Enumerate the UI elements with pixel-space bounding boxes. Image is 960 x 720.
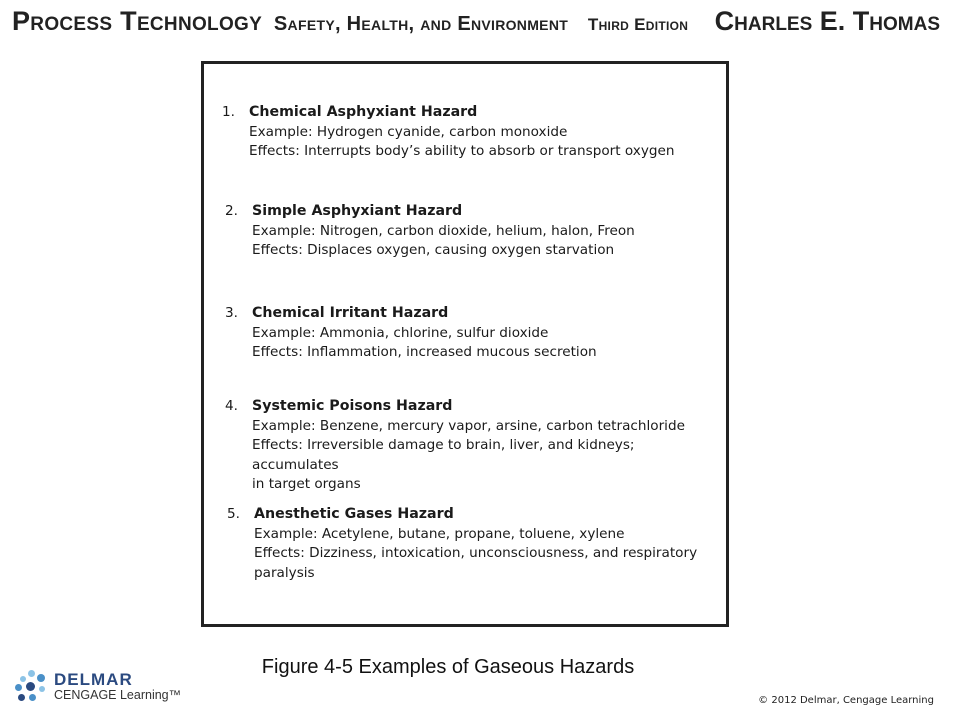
book-title-sub: Safety, Health, and Environment	[273, 13, 569, 35]
hazard-number: 3.	[225, 305, 238, 321]
figure-box	[201, 61, 729, 627]
book-edition: Third Edition	[587, 15, 689, 34]
publisher-tagline	[54, 688, 181, 702]
hazard-effects-continued: in target organs	[252, 476, 361, 492]
hazard-name: Simple Asphyxiant Hazard	[252, 203, 463, 219]
publisher-name: DELMAR	[54, 670, 133, 689]
copyright-notice: © 2012 Delmar, Cengage Learning	[758, 695, 934, 706]
hazard-effects: Effects: Irreversible damage to brain, liver, and kidneys; accumulates	[252, 437, 635, 473]
hazard-number: 5.	[227, 506, 240, 522]
hazard-effects: Effects: Interrupts body’s ability to absorb or transport oxygen	[249, 143, 675, 159]
hazard-example: Example: Nitrogen, carbon dioxide, helium, halon, Freon	[252, 222, 635, 239]
hazard-example: Example: Acetylene, butane, propane, toluene, xylene	[254, 525, 625, 542]
hazard-example: Example: Ammonia, chlorine, sulfur dioxide	[252, 324, 549, 341]
book-title-main: Process Technology	[12, 6, 263, 36]
hazard-number: 1.	[222, 104, 235, 120]
publisher-tagline-text: CENGAGE Learning	[54, 688, 169, 702]
publisher-logo	[14, 668, 184, 708]
delmar-logo-icon	[14, 670, 50, 704]
hazard-effects: Effects: Displaces oxygen, causing oxygen starvation	[252, 242, 615, 258]
figure-caption: Figure 4-5 Examples of Gaseous Hazards	[261, 656, 635, 678]
hazard-item	[225, 397, 720, 495]
hazard-effects: Effects: Inflammation, increased mucous secretion	[252, 344, 597, 360]
hazard-name: Systemic Poisons Hazard	[252, 398, 453, 414]
hazard-number: 2.	[225, 203, 238, 219]
hazard-name: Chemical Irritant Hazard	[252, 305, 449, 321]
slide-header	[0, 0, 960, 40]
trademark-symbol: ™	[168, 688, 182, 702]
hazard-item	[227, 505, 722, 583]
hazard-item	[225, 304, 720, 363]
hazard-example: Example: Benzene, mercury vapor, arsine, carbon tetrachloride	[252, 417, 685, 434]
hazard-item	[222, 103, 717, 162]
book-author: Charles E. Thomas	[714, 6, 940, 36]
hazard-effects: Effects: Dizziness, intoxication, unconsciousness, and respiratory	[254, 545, 698, 561]
hazard-name: Chemical Asphyxiant Hazard	[249, 104, 478, 120]
hazard-example: Example: Hydrogen cyanide, carbon monoxide	[249, 123, 568, 140]
book-title	[12, 6, 688, 37]
hazard-number: 4.	[225, 398, 238, 414]
hazard-name: Anesthetic Gases Hazard	[254, 506, 454, 522]
hazard-effects-continued: paralysis	[254, 564, 315, 581]
hazard-item	[225, 202, 720, 261]
